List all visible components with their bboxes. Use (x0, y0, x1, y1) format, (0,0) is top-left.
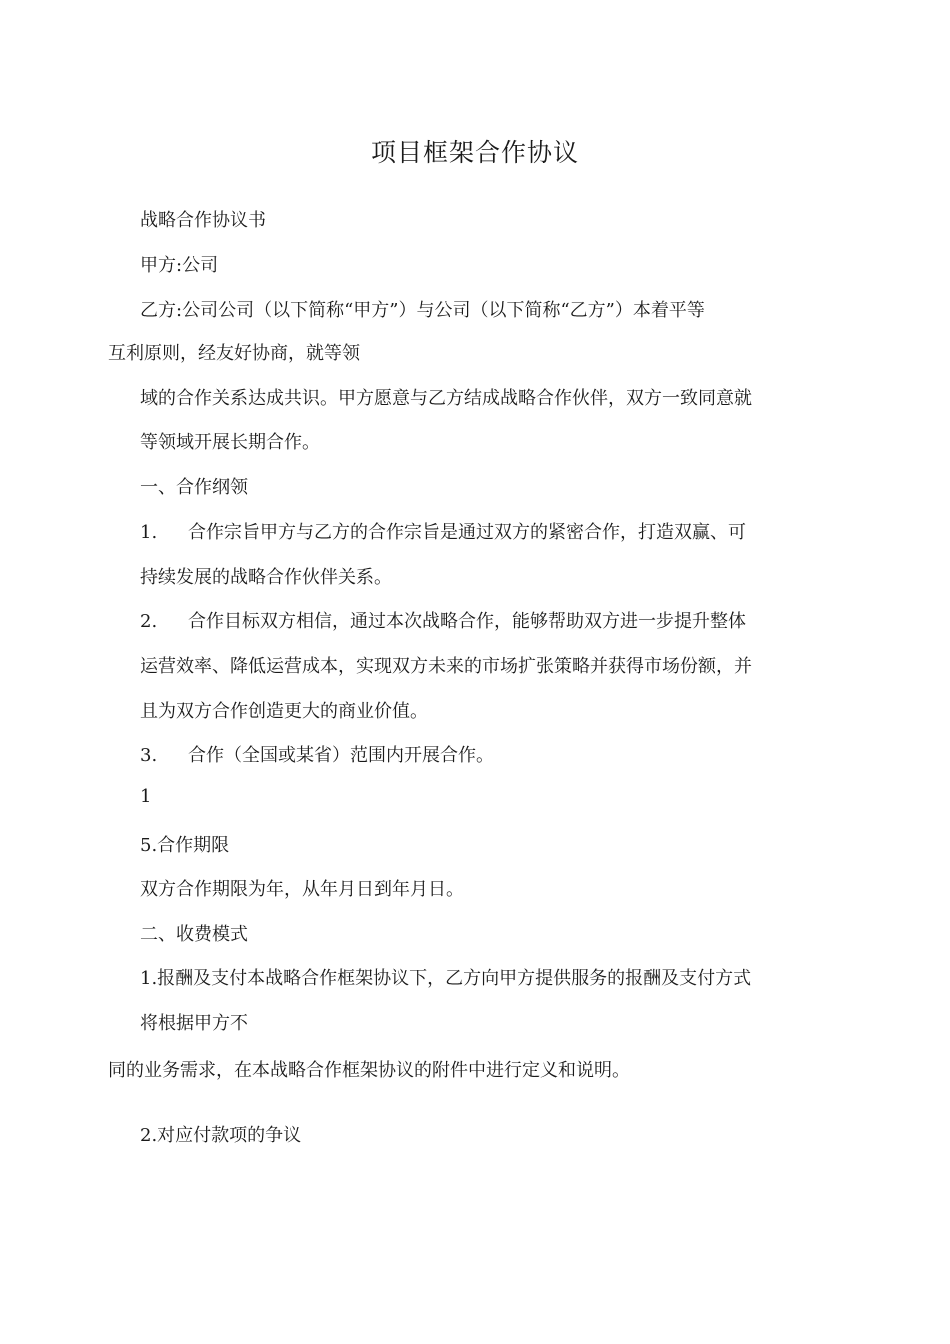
item-1-number: 1. (140, 522, 158, 543)
party-a-line: 甲方:公司 (140, 255, 219, 276)
party-b-line-2: 互利原则，经友好协商，就等领 (108, 343, 360, 364)
item-2-text: 合作目标双方相信，通过本次战略合作，能够帮助双方进一步提升整体 (188, 611, 746, 632)
item-5-text: 双方合作期限为年，从年月日到年月日。 (140, 879, 464, 900)
item-1-line-1 (140, 518, 746, 544)
item-1-line-2: 持续发展的战略合作伙伴关系。 (140, 567, 392, 588)
section-1-heading: 一、合作纲领 (140, 477, 248, 498)
item-2-line-3: 且为双方合作创造更大的商业价值。 (140, 701, 428, 722)
intro-line-1: 域的合作关系达成共识。甲方愿意与乙方结成战略合作伙伴，双方一致同意就 (140, 388, 752, 409)
fee-2-heading: 2.对应付款项的争议 (140, 1125, 302, 1146)
item-2-line-2: 运营效率、降低运营成本，实现双方未来的市场扩张策略并获得市场份额，并 (140, 656, 752, 677)
fee-1-line-1: 1.报酬及支付本战略合作框架协议下，乙方向甲方提供服务的报酬及支付方式 (140, 968, 752, 989)
item-5-heading: 5.合作期限 (140, 835, 230, 856)
item-3-text: 合作（全国或某省）范围内开展合作。 (188, 745, 494, 766)
fee-1-line-2: 将根据甲方不 (140, 1013, 248, 1034)
intro-line-2: 等领域开展长期合作。 (140, 432, 320, 453)
party-b-line-1: 乙方:公司公司（以下简称“甲方”）与公司（以下简称“乙方”）本着平等 (140, 300, 705, 321)
fee-1-line-3: 同的业务需求，在本战略合作框架协议的附件中进行定义和说明。 (108, 1060, 630, 1081)
section-2-heading: 二、收费模式 (140, 924, 248, 945)
document-title: 项目框架合作协议 (370, 138, 579, 167)
item-1-text: 合作宗旨甲方与乙方的合作宗旨是通过双方的紧密合作，打造双赢、可 (188, 522, 746, 543)
item-2-line-1 (140, 607, 746, 633)
item-2-number: 2. (140, 611, 158, 632)
document-subtitle: 战略合作协议书 (140, 210, 266, 231)
item-3-line-1 (140, 741, 494, 767)
item-3-number: 3. (140, 745, 158, 766)
page-number: 1 (140, 786, 152, 807)
